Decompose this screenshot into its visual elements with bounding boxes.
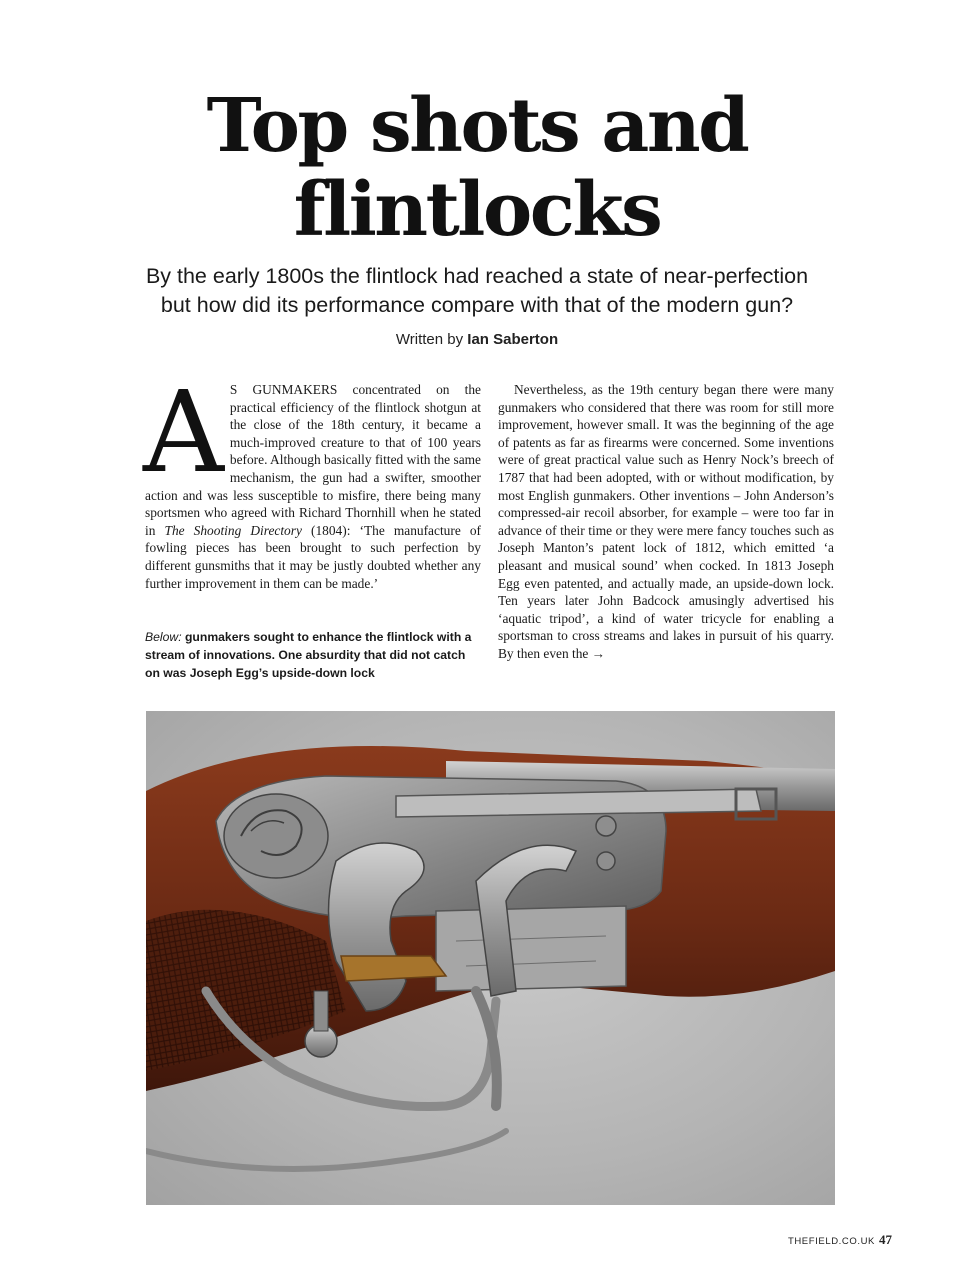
headline bbox=[0, 84, 954, 252]
standfirst bbox=[90, 262, 864, 320]
article-column-left bbox=[143, 368, 481, 592]
page-number: 47 bbox=[879, 1232, 892, 1247]
standfirst-line-1: By the early 1800s the flintlock had reached a state of near-perfection bbox=[145, 264, 809, 288]
caption-label: Below: bbox=[145, 630, 182, 644]
continue-arrow-icon: → bbox=[591, 645, 606, 661]
flintlock-illustration bbox=[146, 711, 835, 1205]
flint-stone bbox=[341, 956, 446, 981]
paragraph-1-tail: (1804): ‘The manufacture of fowling pieces has been brought to such perfection by different gunsmiths that it may be justly doubted whether any further improvement in them can be made.’ bbox=[145, 522, 481, 591]
article-column-right bbox=[498, 381, 834, 663]
byline-author: Ian Saberton bbox=[467, 331, 559, 348]
photo-caption bbox=[145, 628, 481, 682]
paragraph-2: Nevertheless, as the 19th century began there were many gunmakers who considered that there was room for still more improvement, however small. It was the beginning of the age of patents as far as firearms were concerned. Some inventions were of great practical value such as Henry Nock’s breech of 1787 that had been adopted, with or without modification, by most English gunmakers. Other inventions – John Anderson’s compressed-air recoil absorber, for example – were too far in advance of their time or they were mere fancy touches such as Joseph Manton’s patent lock of 1812, which emitted ‘a pleasant and musical sound’ when cocked. In 1813 Joseph Egg even patented, and actually made, an upside-down lock. Ten years later John Badcock amusingly advertised his ‘aquatic tripod’, a kind of water tricycle for enabling a sportsman to cross streams and lakes in pursuit of his quarry. By then even the bbox=[498, 382, 834, 661]
caption-text: gunmakers sought to enhance the flintlock with a stream of innovations. One absurdity that did not catch on was Joseph Egg’s upside-down lock bbox=[145, 630, 472, 680]
headline-line-1: Top shots and bbox=[206, 83, 748, 169]
byline bbox=[0, 330, 954, 350]
headline-line-2: flintlocks bbox=[293, 167, 661, 253]
drop-cap: A bbox=[143, 368, 224, 498]
byline-prefix: Written by bbox=[395, 331, 464, 348]
book-title: The Shooting Directory bbox=[164, 522, 302, 538]
paragraph-1-lead: S GUNMAKERS concentrated on the practical efficiency of the flintlock shotgun at the close of the 18th century, it became a much-improved creature to that of 100 years before. Although basically fitted with the same mechanism, the gun had a swifter, smoother action and was less susceptible to misfire, there being many sportsmen who agreed with Richard Thornhill when he stated in bbox=[145, 382, 481, 538]
standfirst-line-2: but how did its performance compare with that of the modern gun? bbox=[160, 293, 794, 317]
page-footer bbox=[788, 1232, 892, 1248]
footer-site: THEFIELD.CO.UK bbox=[787, 1236, 875, 1247]
flintlock-photo bbox=[146, 711, 835, 1205]
